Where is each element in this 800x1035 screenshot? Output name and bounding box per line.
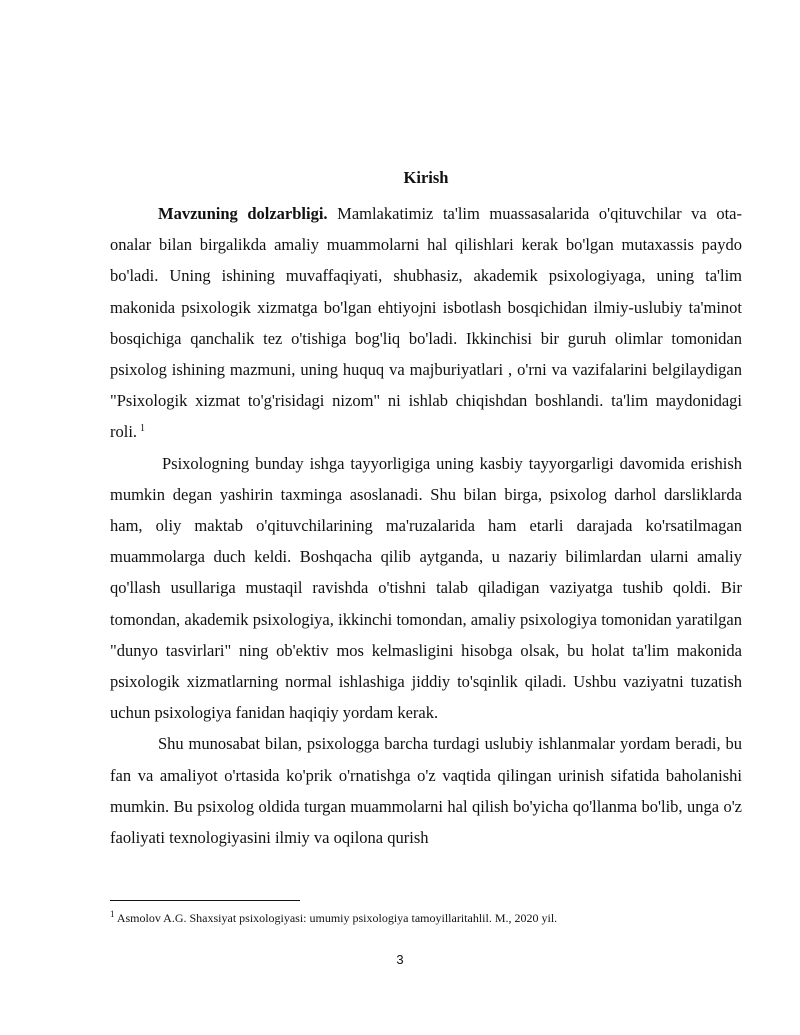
page-number: 3	[396, 952, 404, 967]
footnote-marker: 1	[110, 909, 115, 919]
footnote	[110, 906, 750, 926]
paragraph-relevance	[110, 198, 742, 448]
footnote-text: Asmolov A.G. Shaxsiyat psixologiyasi: umumiy psixologiya tamoyillaritahlil. M., 2020 yil.	[114, 911, 558, 925]
paragraph-relevance-text: Mamlakatimiz ta'lim muassasalarida o'qituvchilar va ota-onalar bilan birgalikda amaliy muammolarni hal qilishlari kerak bo'lgan mutaxassis paydo bo'ladi. Uning ishining muvaffaqiyati, shubhasiz, akademik psixologiyaga, uning ta'lim makonida psixologik xizmatga bo'lgan ehtiyojni isbotlash bosqichidan ilmiy-uslubiy ta'minot bosqichiga qanchalik tez o'tishiga bog'liq bo'ladi. Ikkinchisi bir guruh olimlar tomonidan psixolog ishining mazmuni, uning huquq va majburiyatlari , o'rni va vazifalarini belgilaydigan "Psixologik xizmat to'g'risidagi nizom" ni ishlab chiqishdan boshlandi. ta'lim maydonidagi roli.	[110, 204, 742, 442]
body-text	[110, 198, 742, 853]
section-title: Kirish	[403, 168, 449, 187]
footnote-divider	[110, 900, 300, 901]
paragraph-methodology: Shu munosabat bilan, psixologga barcha turdagi uslubiy ishlanmalar yordam beradi, bu fan va amaliyot o'rtasida ko'prik o'rnatishga o'z vaqtida qilingan urinish sifatida baholanishi mumkin. Bu psixolog oldida turgan muammolarni hal qilish bo'yicha qo'llanma bo'lib, unga o'z faoliyati texnologiyasini ilmiy va oqilona qurish	[110, 734, 742, 848]
footnote-reference: 1	[140, 422, 146, 434]
paragraph-lead: Mavzuning dolzarbligi.	[158, 204, 328, 223]
paragraph-readiness: Psixologning bunday ishga tayyorligiga uning kasbiy tayyorgarligi davomida erishish mumkin degan yashirin taxminga asoslanadi. Shu bilan birga, psixolog darhol darsliklarda ham, oliy maktab o'qituvchilarining ma'ruzalarida ham etarli darajada ko'rsatilmagan muammolarga duch keldi. Boshqacha qilib aytganda, u nazariy bilimlardan ularni amaliy qo'llash usullariga mustaqil ravishda o'tishni talab qiladigan vaziyatga tushib qoldi. Bir tomondan, akademik psixologiya, ikkinchi tomondan, amaliy psixologiya tomonidan yaratilgan "dunyo tasvirlari" ning ob'ektiv mos kelmasligini hisobga olsak, bu holat ta'lim makonida psixologik xizmatlarning normal ishlashiga jiddiy to'sqinlik qiladi. Ushbu vaziyatni tuzatish uchun psixologiya fanidan haqiqiy yordam kerak.	[110, 453, 742, 723]
